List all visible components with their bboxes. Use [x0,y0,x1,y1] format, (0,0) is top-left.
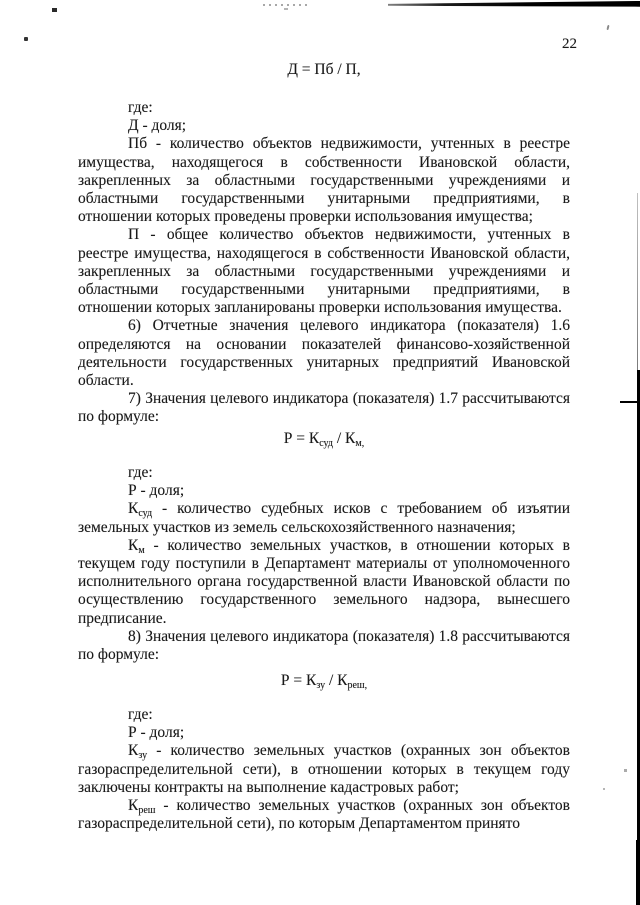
formula-r-ksud-km [78,430,570,448]
scan-edge-line-right-bottom [636,840,640,905]
formula-text: Р = К [283,430,320,447]
term-r-dolya: Р - доля; [128,724,185,742]
formula-d-pb-p [78,61,570,79]
term-text: - количество судебных исков с требованием об изъятии земельных участков из земель сельскохозяйственного назначения; [78,500,570,536]
scan-speck [603,788,605,790]
term-symbol: К [128,797,139,815]
formula-text: / К [325,672,348,689]
scan-speck [52,8,57,12]
formula-text: Д = Пб / П, [287,61,361,78]
scan-artifact-tick [620,401,640,403]
definitions-block-1 [78,99,570,427]
formula-subscript: м, [355,438,365,449]
scan-speck [624,769,627,772]
where-label: где: [128,99,153,116]
formula-r-kzu-kresh [78,672,570,690]
scan-artifact-dot [284,8,288,10]
term-subscript: зу [138,750,148,762]
term-km-definition [78,537,570,628]
formula-text: Р = К [280,672,317,689]
term-pb-definition: Пб - количество объектов недвижимости, учтенных в реестре имущества, находящегося в собственности Ивановской области, закрепленных за областными государственными учреждениями и областными государственными унитарными предприятиями, в отношении которых проведены проверки использования имущества; [78,135,570,226]
formula-text: / К [332,430,356,447]
term-d-dolya: Д - доля; [128,117,187,135]
item-7-paragraph: 7) Значения целевого индикатора (показателя) 1.7 рассчитываются по формуле: [78,390,570,426]
scan-speck [24,37,28,41]
term-ksud-definition [78,500,570,536]
page-number: 22 [562,36,577,52]
term-text: - количество земельных участков, в отношении которых в текущем году поступили в Департамент материалы от уполномоченного исполнительного органа государственной власти Ивановской области по осуществлению государственного земельного надзора, вынесшего предписание. [78,536,570,627]
term-subscript: реш [138,805,156,817]
definitions-block-2 [78,464,570,664]
term-subscript: м [138,544,145,556]
scan-artifact-top-center [263,4,311,6]
term-symbol: К [128,536,139,554]
term-text: - количество земельных участков (охранных зон объектов газораспределительной сети), в отношении которых в текущем году заключены контракты на выполнение кадастровых работ; [78,742,570,796]
scan-speck [606,25,609,30]
term-subscript: суд [138,508,153,520]
where-label: где: [128,464,153,481]
item-6-paragraph: 6) Отчетные значения целевого индикатора (показателя) 1.6 определяются на основании показателей финансово-хозяйственной деятельности государственных унитарных предприятий Ивановской области. [78,317,570,390]
term-r-dolya: Р - доля; [128,482,185,500]
scan-edge-line-top [388,1,640,7]
term-text: - количество земельных участков (охранных зон объектов газораспределительной сети), по которым Департаментом принято [78,797,570,833]
formula-subscript: зу [316,680,326,691]
term-symbol: К [128,500,139,518]
term-kresh-definition [78,797,570,833]
definitions-block-3 [78,706,570,833]
term-p-definition: П - общее количество объектов недвижимости, учтенных в реестре имущества, находящегося в собственности Ивановской области, закрепленных за областными государственными учреждениями и областными государственными унитарными предприятиями, в отношении которых запланированы проверки использования имущества. [78,226,570,317]
where-label: где: [128,706,153,723]
formula-subscript: реш, [347,680,368,691]
scan-edge-line-right-faint [637,193,638,371]
item-8-paragraph: 8) Значения целевого индикатора (показателя) 1.8 рассчитываются по формуле: [78,627,570,664]
term-kzu-definition [78,742,570,797]
term-symbol: К [128,742,139,760]
formula-subscript: суд [319,438,333,449]
